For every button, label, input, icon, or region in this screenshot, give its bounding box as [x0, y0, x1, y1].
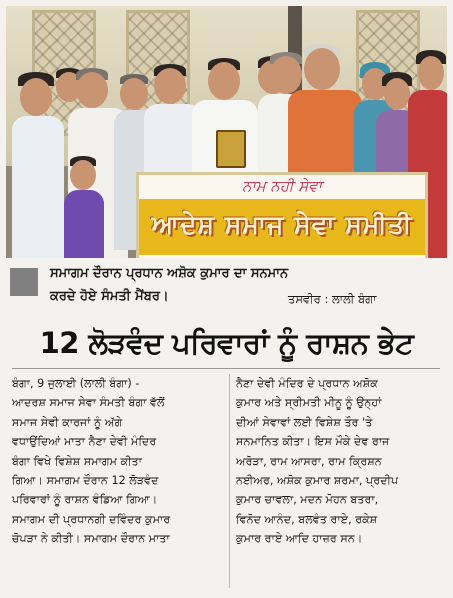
- award-plaque: [216, 130, 246, 168]
- banner-slogan: ਨਾਮ ਨਹੀ ਸੇਵਾ: [242, 177, 322, 195]
- news-photo: [6, 6, 447, 258]
- article-line: ਕੁਮਾਰ ਅਤੇ ਸ੍ਰੀਮਤੀ ਮੀਨੂ ਨੂੰ ਉਨ੍ਹਾਂ: [236, 396, 382, 410]
- article-line: ਗਿਆ। ਸਮਾਗਮ ਦੌਰਾਨ 12 ਲੋੜਵੰਦ: [12, 474, 159, 488]
- article-line: ਸਮਾਜ ਸੇਵੀ ਕਾਰਜਾਂ ਨੂੰ ਅੱਗੇ: [12, 415, 123, 429]
- article-line: ਆਦਰਸ਼ ਸਮਾਜ ਸੇਵਾ ਸੰਮਤੀ ਬੰਗਾ ਵੱਲੋਂ: [12, 396, 165, 410]
- article-headline: 12 ਲੋੜਵੰਦ ਪਰਿਵਾਰਾਂ ਨੂੰ ਰਾਸ਼ਨ ਭੇਟ: [39, 326, 414, 360]
- photo-caption-line-1: ਸਮਾਗਮ ਦੌਰਾਨ ਪ੍ਰਧਾਨ ਅਸ਼ੋਕ ਕੁਮਾਰ ਦਾ ਸਨਮਾਨ: [50, 266, 289, 281]
- article-line: ਪਰਿਵਾਰਾਂ ਨੂੰ ਰਾਸ਼ਨ ਵੰਡਿਆ ਗਿਆ।: [12, 493, 158, 507]
- article-line: ਵਿਨੋਦ ਆਨੰਦ, ਬਲਵੰਤ ਰਾਏ, ਰਕੇਸ਼: [236, 512, 378, 526]
- headline-rule: [12, 368, 440, 369]
- article-line: ਕੁਮਾਰ ਚਾਵਲਾ, ਮਦਨ ਮੋਹਨ ਬਤਰਾ,: [236, 493, 379, 507]
- article-line: ਕੁਮਾਰ ਰਾਏ ਆਦਿ ਹਾਜ਼ਰ ਸਨ।: [236, 532, 363, 546]
- column-divider: [229, 374, 230, 588]
- article-column-left: [12, 374, 224, 549]
- article-line: ਸਨਮਾਨਿਤ ਕੀਤਾ। ਇਸ ਮੌਕੇ ਦੇਵ ਰਾਜ: [236, 435, 390, 449]
- caption-marker: [10, 268, 38, 296]
- photo-caption-line-2: ਕਰਦੇ ਹੋਏ ਸੰਮਤੀ ਮੈਂਬਰ।: [50, 289, 169, 304]
- article-line: ਬੰਗਾ ਵਿਖੇ ਵਿਸ਼ੇਸ਼ ਸਮਾਗਮ ਕੀਤਾ: [12, 454, 142, 468]
- article-line: ਅਰੋੜਾ, ਰਾਮ ਆਸਰਾ, ਰਾਮ ਕ੍ਰਿਸ਼ਨ: [236, 454, 382, 468]
- banner-name-strip: [139, 199, 425, 255]
- organization-banner: [136, 172, 428, 258]
- article-line: ਵਧਾਉਂਦਿਆਂ ਮਾਤਾ ਨੈਣਾ ਦੇਵੀ ਮੰਦਿਰ: [12, 435, 157, 449]
- article-line: ਬੰਗਾ, 9 ਜੁਲਾਈ (ਲਾਲੀ ਬੰਗਾ) -: [12, 377, 140, 390]
- banner-organization-name: ਆਦੇਸ਼ ਸਮਾਜ ਸੇਵਾ ਸਮੀਤੀ: [151, 210, 413, 239]
- article-line: ਸਮਾਗਮ ਦੀ ਪ੍ਰਧਾਨਗੀ ਦਵਿੰਦਰ ਕੁਮਾਰ: [12, 512, 171, 526]
- article-line: ਨਈਅਰ, ਅਸ਼ੋਕ ਕੁਮਾਰ ਸ਼ਰਮਾ, ਪ੍ਰਦੀਪ: [236, 474, 399, 488]
- photo-credit: ਤਸਵੀਰ : ਲਾਲੀ ਬੰਗਾ: [288, 292, 377, 306]
- article-line: ਚੋਪੜਾ ਨੇ ਕੀਤੀ। ਸਮਾਗਮ ਦੌਰਾਨ ਮਾਤਾ: [12, 532, 170, 546]
- article-line: ਦੀਆਂ ਸੇਵਾਵਾਂ ਲਈ ਵਿਸ਼ੇਸ਼ ਤੌਰ 'ਤੇ: [236, 415, 373, 429]
- article-column-right: [236, 374, 448, 549]
- article-line: ਨੈਣਾ ਦੇਵੀ ਮੰਦਿਰ ਦੇ ਪ੍ਰਧਾਨ ਅਸ਼ੋਕ: [236, 377, 378, 390]
